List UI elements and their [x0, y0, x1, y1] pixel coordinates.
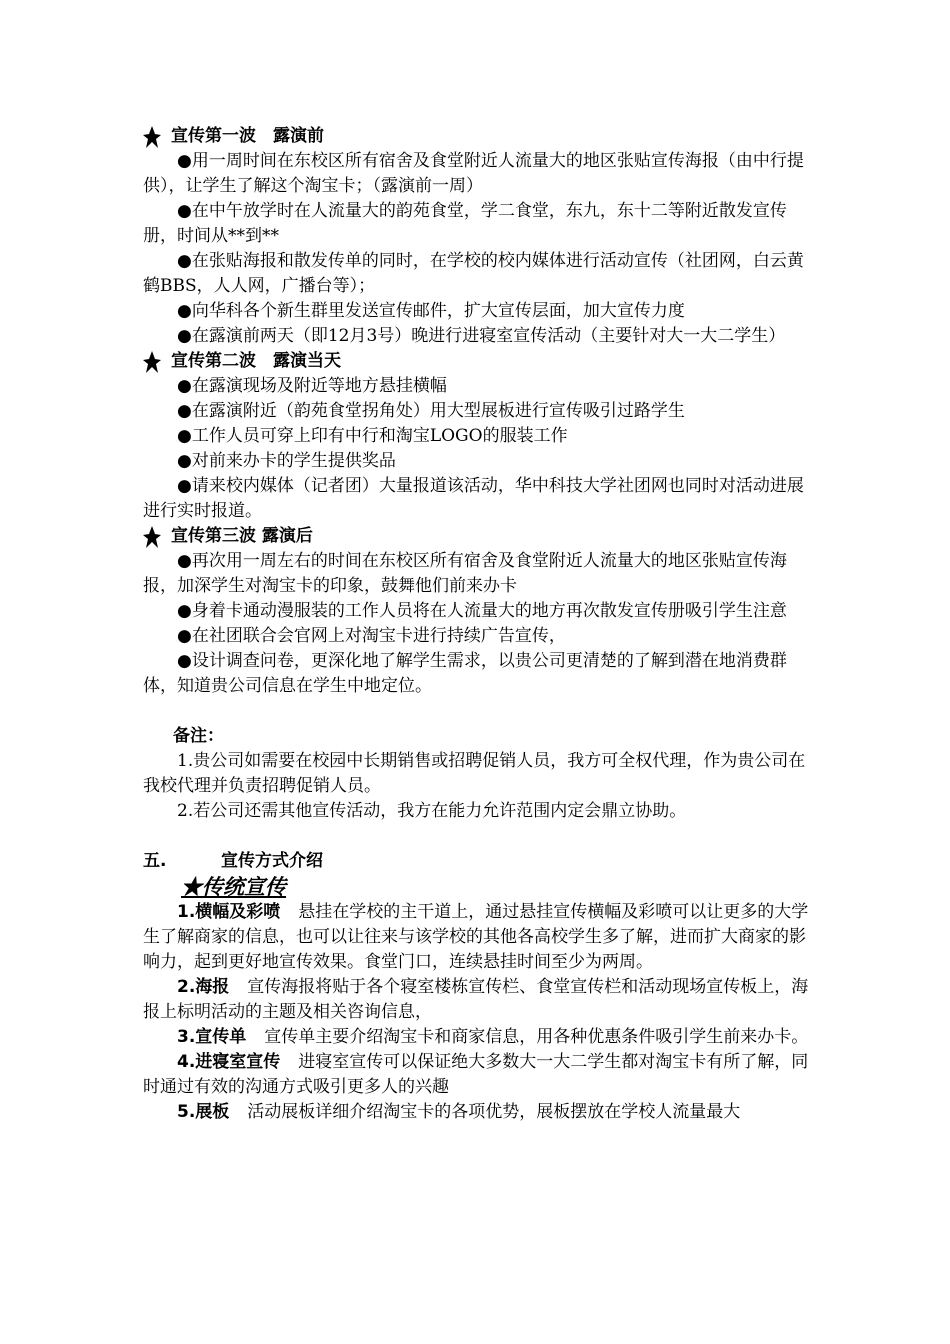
star-icon [143, 126, 161, 148]
section-number: 五. [143, 851, 167, 871]
wave3-title: 宣传第三波 露演后 [171, 526, 313, 546]
spacer [143, 699, 815, 724]
method-label: 4.进寝室宣传 [177, 1052, 281, 1072]
note-item: 2.若公司还需其他宣传活动，我方在能力允许范围内定会鼎立协助。 [177, 801, 687, 821]
method-label: 1.横幅及彩喷 [177, 902, 281, 922]
method-text: 悬挂在学校的主干道上，通过悬挂宣传横幅及彩喷可以让更多的大学生了解商家的信息，也可以让往来与该学校的其他各高校学生多了解，进而扩大商家的影响力，起到更好地宣传效果。食堂门口，连续悬挂时间至少为两周。 [143, 902, 809, 972]
list-item: ●再次用一周左右的时间在东校区所有宿舍及食堂附近人流量大的地区张贴宣传海报，加深学生对淘宝卡的印象，鼓舞他们前来办卡 [143, 551, 787, 596]
spacer [143, 824, 815, 849]
list-item: ●在露演现场及附近等地方悬挂横幅 [177, 376, 447, 396]
wave2-heading [143, 349, 815, 374]
method-text: 宣传单主要介绍淘宝卡和商家信息，用各种优惠条件吸引学生前来办卡。 [264, 1027, 809, 1047]
list-item: ●请来校内媒体（记者团）大量报道该活动，华中科技大学社团网也同时对活动进展进行实时报道。 [143, 476, 804, 521]
method-item [143, 900, 815, 975]
wave1-heading [143, 124, 815, 149]
list-item: ●在露演前两天（即12月3号）晚进行进寝室宣传活动（主要针对大一大二学生） [177, 326, 786, 346]
list-item: ●用一周时间在东校区所有宿舍及食堂附近人流量大的地区张贴宣传海报（由中行提供），让学生了解这个淘宝卡；（露演前一周） [143, 151, 804, 196]
section-title: 宣传方式介绍 [221, 851, 323, 871]
list-item: ●在社团联合会官网上对淘宝卡进行持续广告宣传， [177, 626, 566, 646]
list-item: ●工作人员可穿上印有中行和淘宝LOGO的服装工作 [177, 426, 568, 446]
method-item [143, 1025, 815, 1050]
notes-title: 备注： [173, 726, 224, 746]
list-item: ●对前来办卡的学生提供奖品 [177, 451, 396, 471]
method-label: 3.宣传单 [177, 1027, 247, 1047]
note-item: 1.贵公司如需要在校园中长期销售或招聘促销人员，我方可全权代理，作为贵公司在我校代理并负责招聘促销人员。 [143, 751, 806, 796]
method-item [143, 975, 815, 1025]
method-label: 5.展板 [177, 1102, 230, 1122]
star-icon [143, 526, 161, 548]
list-item: ●向华科各个新生群里发送宣传邮件，扩大宣传层面，加大宣传力度 [177, 301, 685, 321]
star-icon [143, 351, 161, 373]
method-text: 活动展板详细介绍淘宝卡的各项优势，展板摆放在学校人流量最大 [247, 1102, 741, 1122]
section-heading [143, 849, 815, 874]
list-item: ●在露演附近（韵苑食堂拐角处）用大型展板进行宣传吸引过路学生 [177, 401, 685, 421]
wave2-title: 宣传第二波 露演当天 [171, 351, 341, 371]
list-item: ●设计调查问卷，更深化地了解学生需求，以贵公司更清楚的了解到潜在地消费群体，知道贵公司信息在学生中地定位。 [143, 651, 787, 696]
document-body [143, 124, 815, 1125]
wave1-title: 宣传第一波 露演前 [171, 126, 324, 146]
list-item: ●在中午放学时在人流量大的韵苑食堂，学二食堂，东九，东十二等附近散发宣传册，时间从**到** [143, 201, 787, 246]
traditional-subtitle: ★传统宣传 [181, 874, 286, 899]
method-text: 宣传海报将贴于各个寝室楼栋宣传栏、食堂宣传栏和活动现场宣传板上，海报上标明活动的主题及相关咨询信息， [143, 977, 809, 1022]
wave3-heading [143, 524, 815, 549]
list-item: ●身着卡通动漫服装的工作人员将在人流量大的地方再次散发宣传册吸引学生注意 [177, 601, 787, 621]
list-item: ●在张贴海报和散发传单的同时，在学校的校内媒体进行活动宣传（社团网，白云黄鹤BBS，人人网，广播台等）； [143, 251, 804, 296]
method-item [143, 1100, 815, 1125]
method-label: 2.海报 [177, 977, 230, 997]
method-text: 进寝室宣传可以保证绝大多数大一大二学生都对淘宝卡有所了解，同时通过有效的沟通方式吸引更多人的兴趣 [143, 1052, 809, 1097]
method-item [143, 1050, 815, 1100]
